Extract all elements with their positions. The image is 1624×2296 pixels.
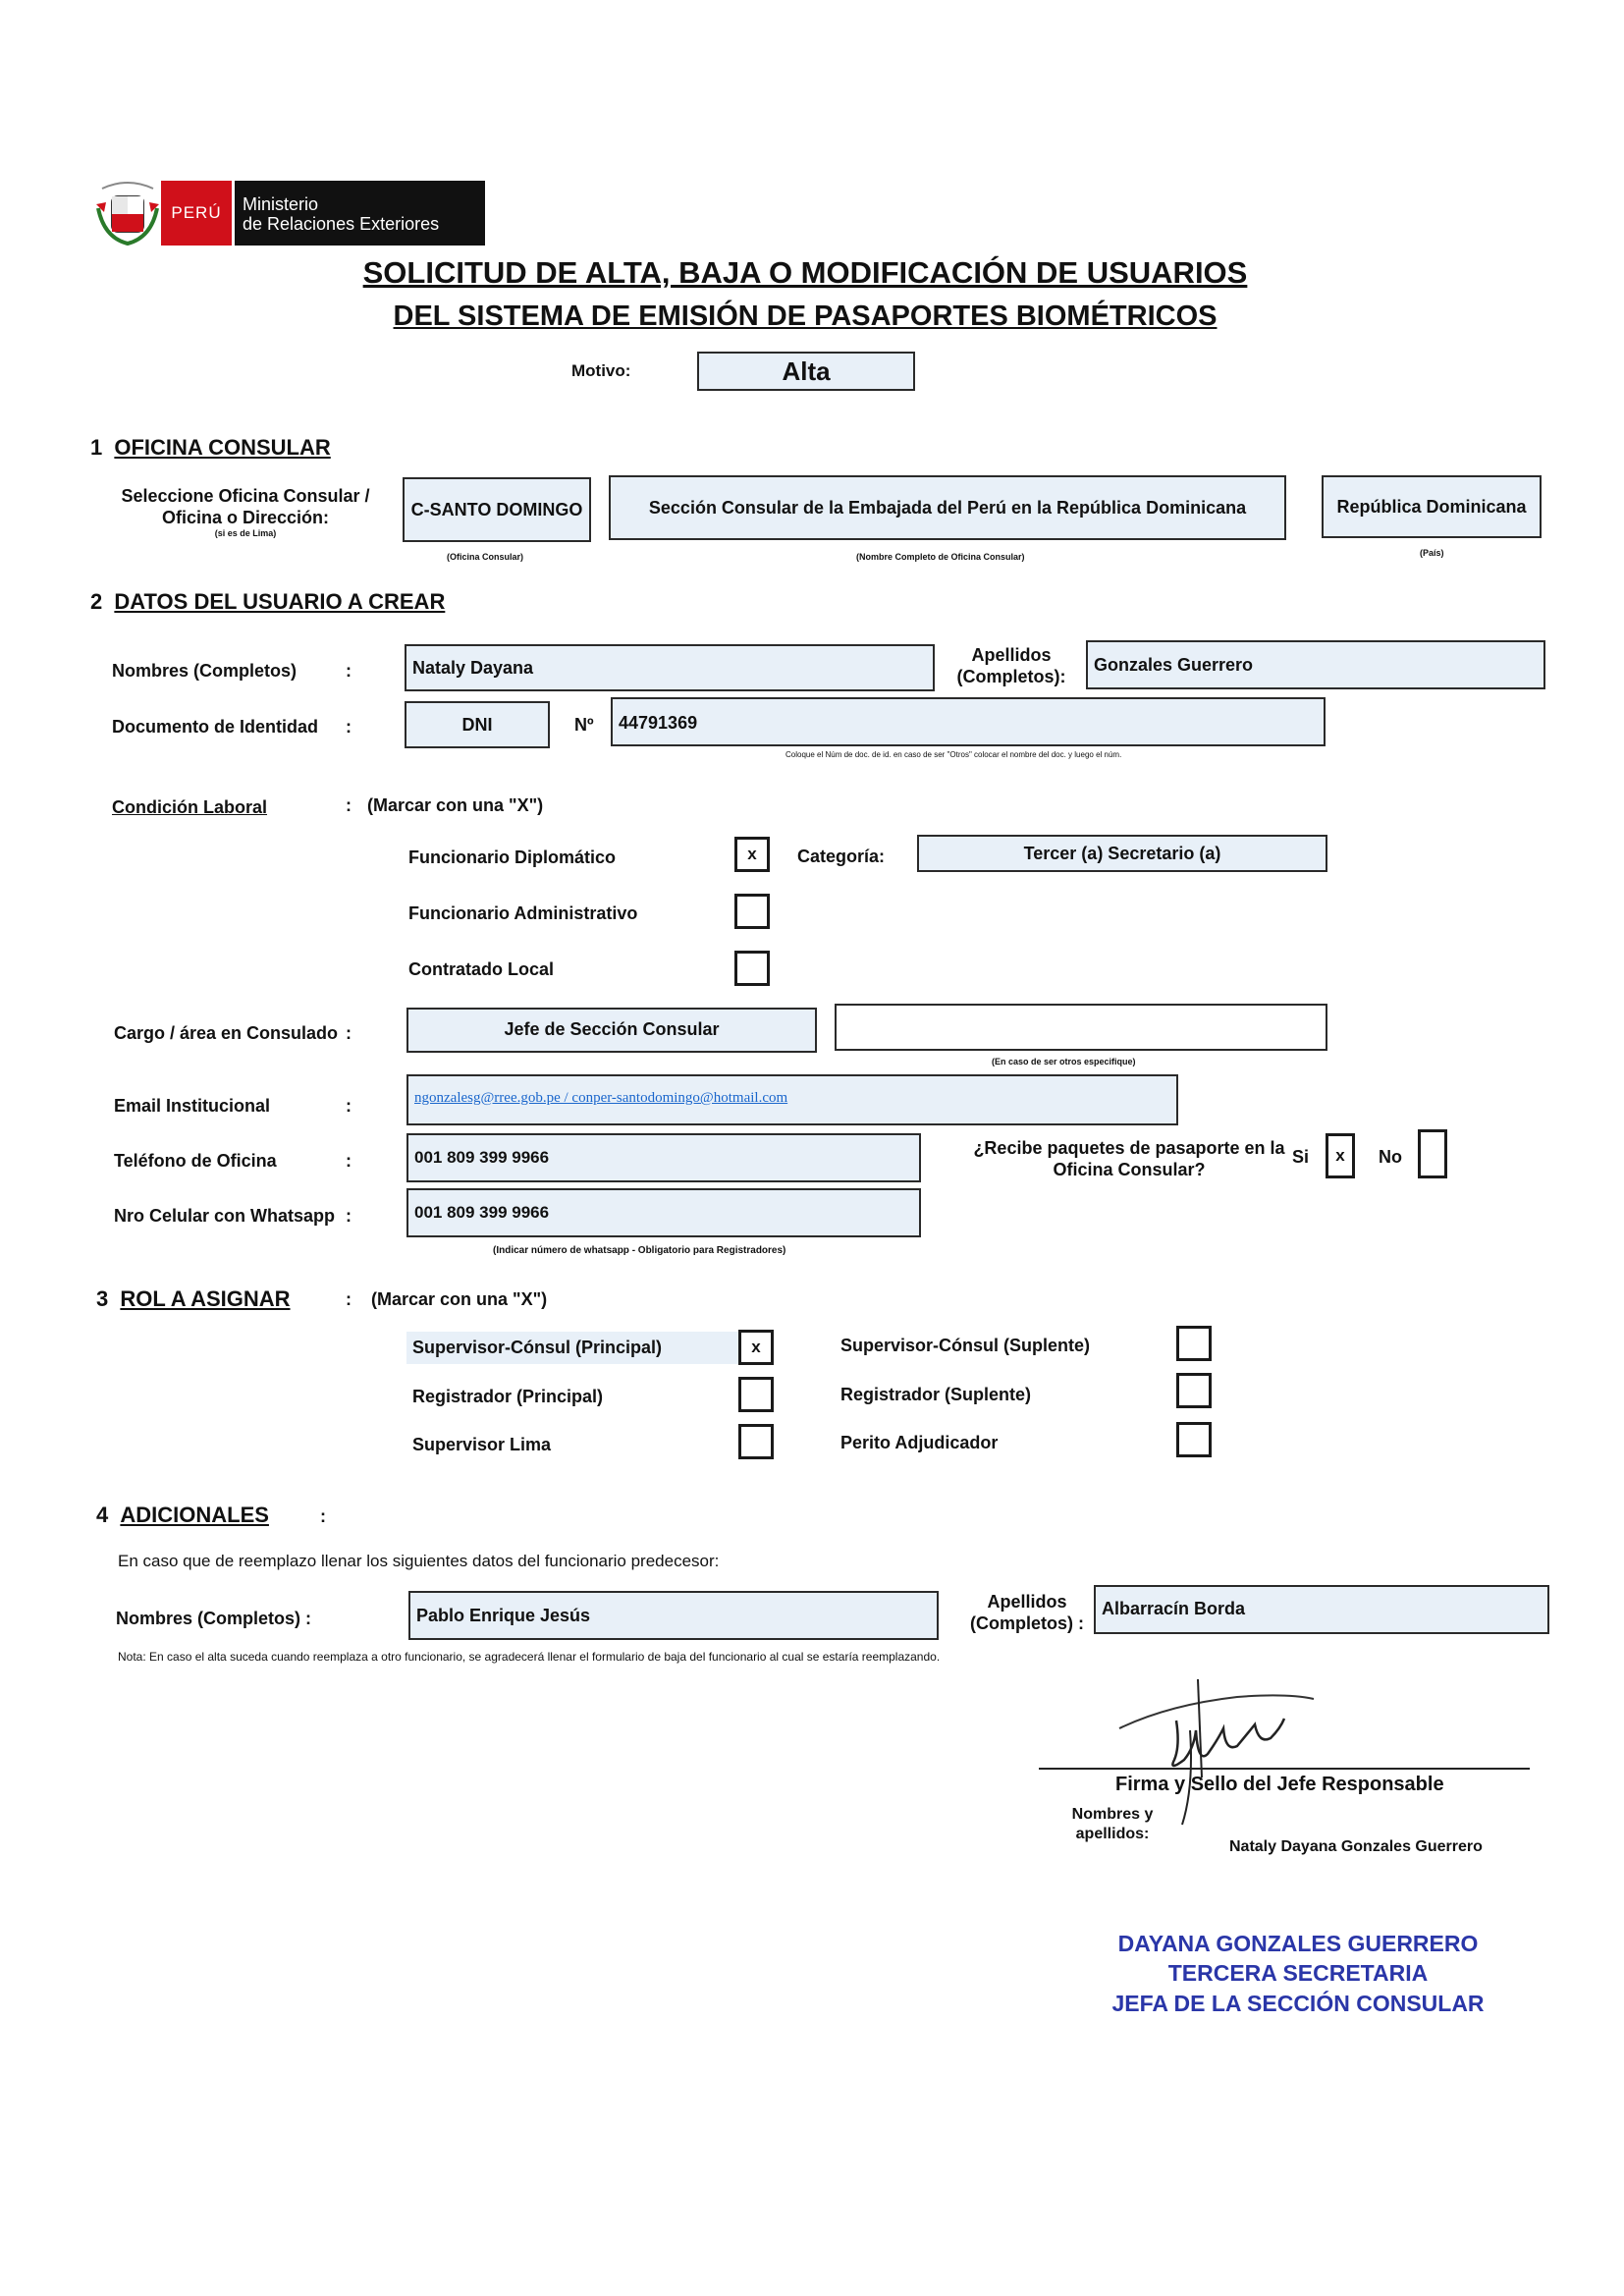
stamp-line1: DAYANA GONZALES GUERRERO [1117,1931,1479,1956]
predecesor-apellidos-label-line1: Apellidos [987,1592,1067,1612]
paquetes-question [972,1137,1286,1180]
role-checkbox[interactable] [738,1424,774,1459]
section3-title: ROL A ASIGNAR [120,1286,291,1311]
signature-nombres-label [1068,1805,1157,1844]
role-label: Perito Adjudicador [840,1433,999,1452]
peru-brand-block [161,181,485,246]
predecesor-nombres-field[interactable]: Pablo Enrique Jesús [408,1591,939,1640]
oficina-code-field[interactable]: C-SANTO DOMINGO [403,477,591,542]
handwritten-signature [1100,1669,1335,1827]
role-label: Supervisor Lima [412,1435,552,1454]
celular-note: (Indicar número de whatsapp - Obligatorio para Registradores) [493,1245,786,1256]
email-field[interactable] [406,1074,1178,1125]
no-label: No [1379,1147,1402,1167]
pais-caption: (País) [1420,548,1444,558]
predecesor-apellidos-label [952,1591,1102,1634]
apellidos-field[interactable]: Gonzales Guerrero [1086,640,1545,689]
documento-tipo-field[interactable]: DNI [405,701,550,748]
ministry-black-box [232,181,485,246]
form-title-line1: SOLICITUD DE ALTA, BAJA O MODIFICACIÓN DE USUARIOS [362,255,1248,290]
cargo-field[interactable]: Jefe de Sección Consular [406,1008,817,1053]
nota-text: Nota: En caso el alta suceda cuando reemplaza a otro funcionario, se agradecerá llenar el formulario de baja del funcionario al cual se estaría reemplazando. [118,1650,941,1664]
role-label: Registrador (Suplente) [840,1385,1032,1404]
signature-line [1039,1768,1530,1770]
role-checkbox[interactable] [738,1377,774,1412]
role-checkbox[interactable]: x [738,1330,774,1365]
section3-number: 3 [96,1286,109,1311]
celular-label: Nro Celular con Whatsapp [114,1206,336,1226]
categoria-label: Categoría: [797,847,886,866]
peru-coat-of-arms [94,179,161,249]
peru-red-box [161,181,232,246]
apellidos-label [945,644,1078,687]
role-label: Supervisor-Cónsul (Principal) [406,1332,742,1364]
section1-number: 1 [90,435,103,460]
celular-colon: : [346,1206,352,1226]
nombres-label: Nombres (Completos) [112,661,298,681]
select-oficina-label [98,485,393,538]
motivo-label: Motivo: [571,361,631,380]
apellidos-label-line1: Apellidos [971,645,1052,665]
section2-title: DATOS DEL USUARIO A CREAR [114,589,446,614]
condicion-marcar: (Marcar con una "X") [367,795,544,815]
telefono-colon: : [346,1151,352,1171]
si-checkbox[interactable]: x [1326,1133,1355,1178]
section3-marcar: (Marcar con una "X") [371,1289,548,1309]
categoria-field[interactable]: Tercer (a) Secretario (a) [917,835,1327,872]
section4-title: ADICIONALES [120,1503,269,1527]
nombres-colon: : [346,661,352,681]
no-checkbox[interactable] [1418,1129,1447,1178]
firma-label: Firma y Sello del Jefe Responsable [1115,1774,1444,1795]
role-checkbox[interactable] [1176,1422,1212,1457]
role-label: Registrador (Principal) [412,1387,604,1406]
select-oficina-label-line1: Seleccione Oficina Consular / [121,486,370,506]
email-colon: : [346,1096,352,1116]
contratado-local-label: Contratado Local [408,959,555,979]
ministry-line2: de Relaciones Exteriores [243,214,440,234]
oficina-nombre-field[interactable]: Sección Consular de la Embajada del Perú en la República Dominicana [609,475,1286,540]
signature-nombres-label-line2: apellidos: [1075,1826,1150,1842]
funcionario-diplomatico-label: Funcionario Diplomático [408,847,617,867]
select-oficina-label-line2: Oficina o Dirección: [161,508,330,527]
nombres-field[interactable]: Nataly Dayana [405,644,935,691]
role-label: Supervisor-Cónsul (Suplente) [840,1336,1091,1355]
predecesor-nombres-label: Nombres (Completos) : [116,1609,312,1628]
stamp-line2: TERCERA SECRETARIA [1167,1960,1429,1986]
celular-field[interactable]: 001 809 399 9966 [406,1188,921,1237]
section3-heading [96,1286,291,1312]
section2-number: 2 [90,589,103,614]
funcionario-diplomatico-checkbox[interactable]: x [734,837,770,872]
apellidos-label-line2: (Completos): [956,667,1066,686]
telefono-label: Teléfono de Oficina [114,1151,277,1171]
motivo-field[interactable]: Alta [697,352,915,391]
telefono-field[interactable]: 001 809 399 9966 [406,1133,921,1182]
stamp-line3: JEFA DE LA SECCIÓN CONSULAR [1111,1991,1485,2016]
oficina-nombre-caption: (Nombre Completo de Oficina Consular) [856,552,1025,562]
pais-field[interactable]: República Dominicana [1322,475,1542,538]
condicion-colon: : [346,795,352,815]
section4-number: 4 [96,1503,109,1527]
role-checkbox[interactable] [1176,1373,1212,1408]
predecesor-apellidos-label-line2: (Completos) : [970,1613,1084,1633]
section2-heading [90,589,445,615]
documento-colon: : [346,717,352,737]
section4-heading [96,1503,269,1528]
funcionario-administrativo-label: Funcionario Administrativo [408,903,638,923]
condicion-label: Condición Laboral [112,797,268,817]
section4-colon: : [320,1506,326,1526]
contratado-local-checkbox[interactable] [734,951,770,986]
numero-label: Nº [574,715,594,735]
documento-label: Documento de Identidad [112,717,319,737]
paquetes-question-line1: ¿Recibe paquetes de pasaporte en la [973,1138,1285,1158]
section1-heading [90,435,331,461]
section1-title: OFICINA CONSULAR [114,435,331,460]
ministry-line1: Ministerio [243,194,319,214]
paquetes-question-line2: Oficina Consular? [1053,1160,1206,1179]
signature-nombres-value: Nataly Dayana Gonzales Guerrero [1229,1838,1483,1855]
role-checkbox[interactable] [1176,1326,1212,1361]
reemplazo-text: En caso que de reemplazo llenar los siguientes datos del funcionario predecesor: [118,1552,720,1570]
form-title-line2: DEL SISTEMA DE EMISIÓN DE PASAPORTES BIOMÉTRICOS [393,301,1218,332]
email-label: Email Institucional [114,1096,271,1116]
select-oficina-note: (si es de Lima) [214,528,277,538]
funcionario-administrativo-checkbox[interactable] [734,894,770,929]
section3-colon: : [346,1289,352,1309]
signature-nombres-label-line1: Nombres y [1071,1806,1154,1823]
cargo-otro-field[interactable] [835,1004,1327,1051]
oficina-code-caption: (Oficina Consular) [447,552,524,562]
predecesor-apellidos-field[interactable]: Albarracín Borda [1094,1585,1549,1634]
documento-numero-field[interactable]: 44791369 [611,697,1326,746]
cargo-colon: : [346,1023,352,1043]
si-label: Si [1292,1147,1310,1167]
cargo-otro-caption: (En caso de ser otros especifique) [992,1057,1136,1066]
cargo-label: Cargo / área en Consulado [114,1023,339,1043]
documento-note: Coloque el Núm de doc. de id. en caso de ser "Otros" colocar el nombre del doc. y luego el núm. [785,750,1122,759]
peru-country-label: PERÚ [171,203,222,222]
email-link[interactable]: ngonzalesg@rree.gob.pe / conper-santodomingo@hotmail.com [414,1090,788,1106]
